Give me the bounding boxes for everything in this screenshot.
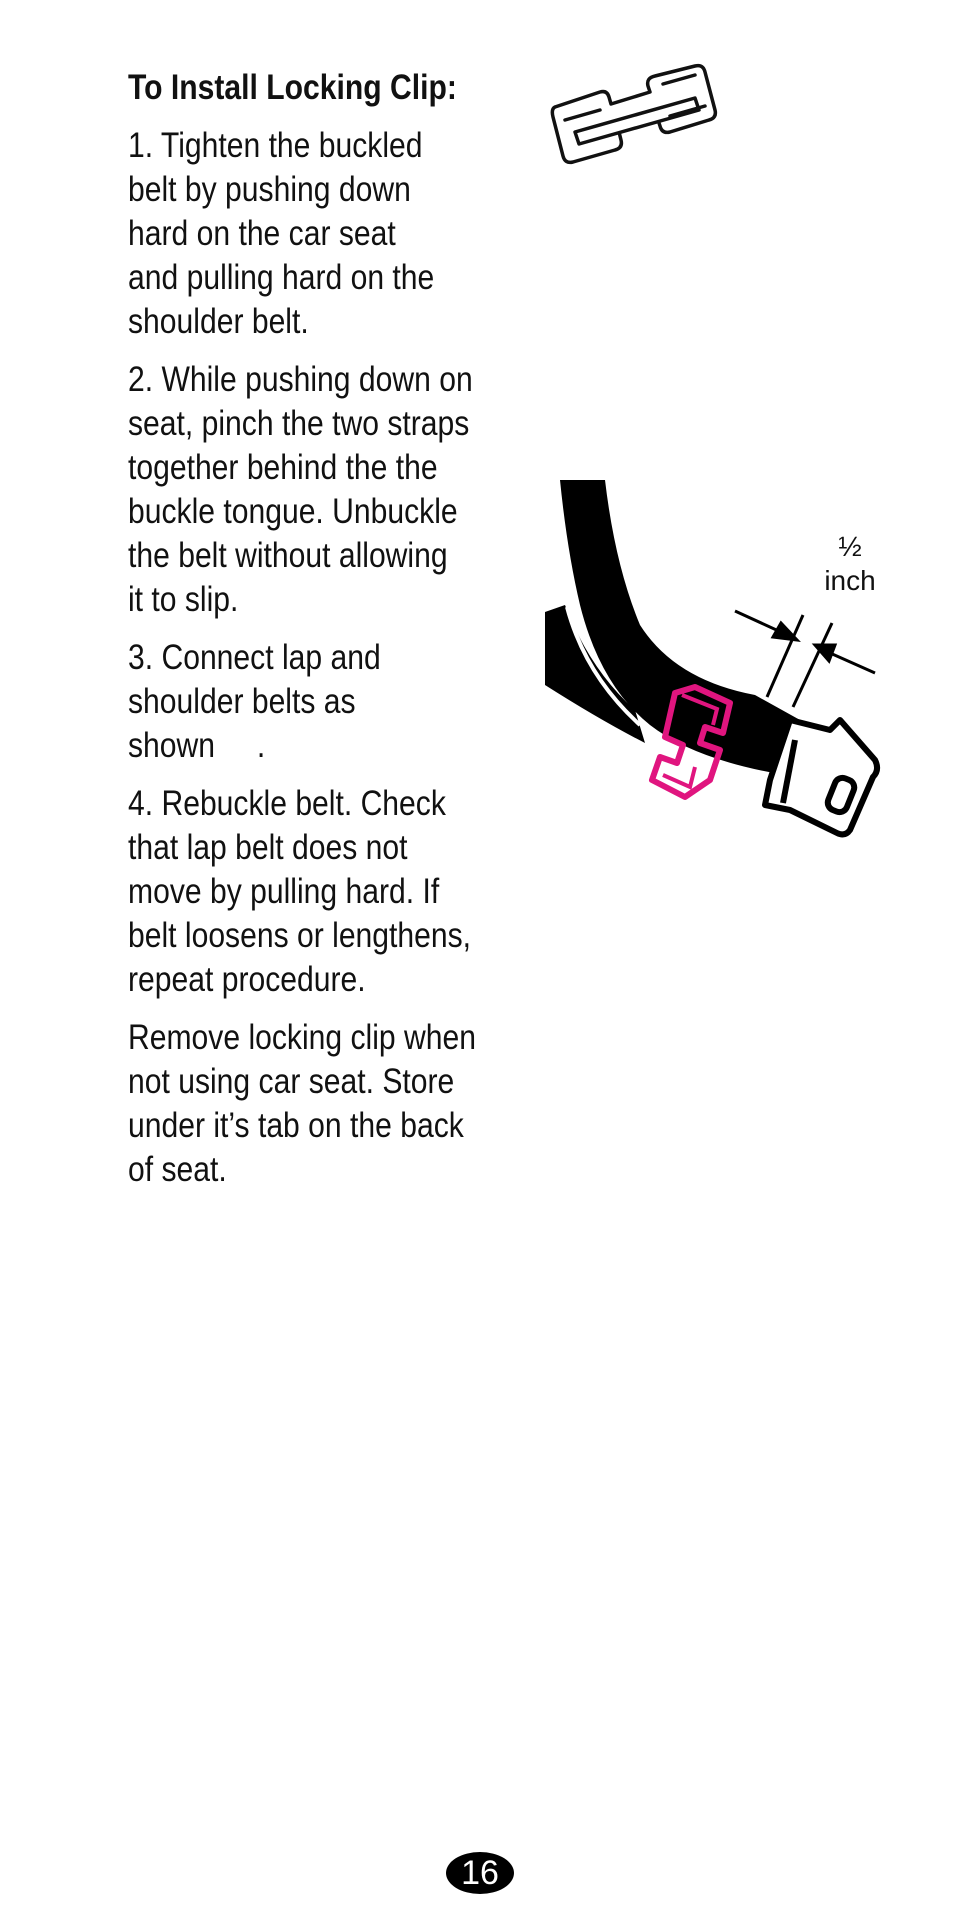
instructions-column	[128, 66, 528, 1206]
step-2-line: seat, pinch the two straps	[128, 404, 470, 443]
measurement-unit: inch	[824, 565, 876, 596]
step-2-line: buckle tongue. Unbuckle	[128, 492, 458, 531]
page-number-badge: 16	[446, 1852, 514, 1894]
step-1-line: shoulder belt.	[128, 302, 309, 341]
shoulder-belt	[560, 480, 800, 775]
step-4-line: move by pulling hard. If	[128, 872, 440, 911]
measurement-arrow-right	[815, 645, 875, 673]
step-4-line: that lap belt does not	[128, 828, 408, 867]
step-1-line: belt by pushing down	[128, 170, 411, 209]
step-1-line: and pulling hard on the	[128, 258, 435, 297]
step-1	[128, 124, 528, 344]
measurement-arrow-left	[735, 611, 797, 640]
section-heading: To Install Locking Clip:	[128, 68, 457, 107]
note-line: Remove locking clip when	[128, 1018, 476, 1057]
step-4-line: belt loosens or lengthens,	[128, 916, 472, 955]
buckle-tongue	[765, 720, 877, 834]
step-1-line: 1. Tighten the buckled	[128, 126, 423, 165]
step-4-line: repeat procedure.	[128, 960, 366, 999]
step-3-line: shown .	[128, 726, 266, 765]
step-2-line: the belt without allowing	[128, 536, 448, 575]
step-2-line: together behind the the	[128, 448, 438, 487]
note-line: of seat.	[128, 1150, 227, 1189]
step-2	[128, 358, 528, 622]
step-3-line: 3. Connect lap and	[128, 638, 381, 677]
step-2-line: it to slip.	[128, 580, 239, 619]
step-3	[128, 636, 528, 768]
step-3-line: shoulder belts as	[128, 682, 356, 721]
step-1-line: hard on the car seat	[128, 214, 396, 253]
measurement-value: ½	[838, 531, 862, 562]
removal-note	[128, 1016, 528, 1192]
measurement-label	[815, 530, 885, 598]
step-4-line: 4. Rebuckle belt. Check	[128, 784, 446, 823]
locking-clip-illustration	[545, 62, 730, 197]
note-line: not using car seat. Store	[128, 1062, 455, 1101]
step-2-line: 2. While pushing down on	[128, 360, 473, 399]
step-4	[128, 782, 528, 1002]
note-line: under it’s tab on the back	[128, 1106, 464, 1145]
